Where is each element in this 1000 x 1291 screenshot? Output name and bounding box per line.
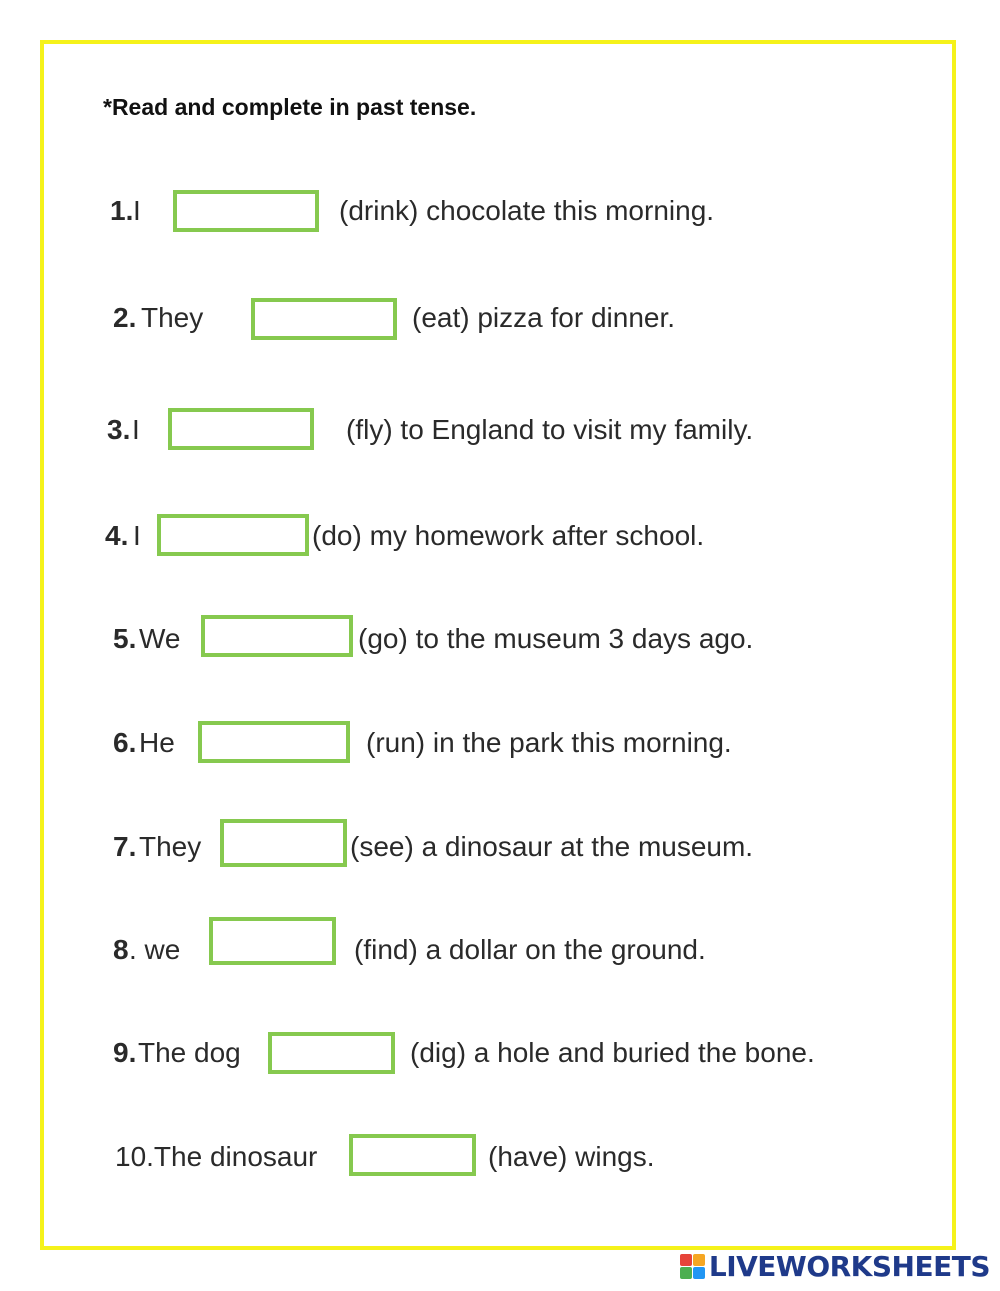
item-number: 7. xyxy=(113,831,137,862)
answer-box-7[interactable] xyxy=(220,819,347,867)
answer-box-8[interactable] xyxy=(209,917,336,965)
instructions: *Read and complete in past tense. xyxy=(103,94,477,120)
answer-box-4[interactable] xyxy=(157,514,309,556)
item-verb-and-rest: (run) in the park this morning. xyxy=(366,727,732,758)
item-subject: I xyxy=(133,195,141,226)
exercise-item-10 xyxy=(115,1133,815,1181)
exercise-item-1 xyxy=(110,187,810,235)
item-verb-and-rest: (dig) a hole and buried the bone. xyxy=(410,1037,815,1068)
item-verb-and-rest: (do) my homework after school. xyxy=(312,520,705,551)
exercise-item-4 xyxy=(105,512,805,560)
exercise-item-5 xyxy=(113,615,833,663)
item-number: 5. xyxy=(113,623,137,654)
exercise-item-7 xyxy=(113,823,833,871)
logo-mark-tile xyxy=(693,1254,705,1266)
item-number: 4. xyxy=(105,520,129,551)
logo-text: LIVEWORKSHEETS xyxy=(708,1250,990,1283)
liveworksheets-mark-icon xyxy=(680,1254,705,1279)
exercise-item-8 xyxy=(113,926,813,974)
answer-box-6[interactable] xyxy=(198,721,350,763)
item-subject: 10.The dinosaur xyxy=(115,1141,318,1172)
liveworksheets-logo xyxy=(680,1250,990,1283)
logo-mark-tile xyxy=(693,1267,705,1279)
item-verb-and-rest: (drink) chocolate this morning. xyxy=(339,195,715,226)
item-verb-and-rest: (find) a dollar on the ground. xyxy=(354,934,706,965)
item-subject: I xyxy=(133,520,141,551)
exercise-item-2 xyxy=(113,294,813,342)
item-number: 9. xyxy=(113,1037,137,1068)
item-subject: We xyxy=(139,623,181,654)
item-subject: The dog xyxy=(138,1037,241,1068)
item-verb-and-rest: (go) to the museum 3 days ago. xyxy=(358,623,754,654)
item-verb-and-rest: (eat) pizza for dinner. xyxy=(412,302,676,333)
logo-mark-tile xyxy=(680,1267,692,1279)
answer-box-5[interactable] xyxy=(201,615,353,657)
item-number: 6. xyxy=(113,727,137,758)
item-verb-and-rest: (fly) to England to visit my family. xyxy=(346,414,754,445)
logo-mark-tile xyxy=(680,1254,692,1266)
item-verb-and-rest: (have) wings. xyxy=(488,1141,655,1172)
item-subject: He xyxy=(139,727,175,758)
item-verb-and-rest: (see) a dinosaur at the museum. xyxy=(350,831,754,862)
answer-box-3[interactable] xyxy=(168,408,314,450)
answer-box-1[interactable] xyxy=(173,190,319,232)
item-number: 3. xyxy=(107,414,131,445)
item-number: 1. xyxy=(110,195,134,226)
exercise-item-3 xyxy=(107,406,827,454)
answer-box-9[interactable] xyxy=(268,1032,395,1074)
exercise-item-9 xyxy=(113,1029,903,1077)
item-subject: I xyxy=(132,414,140,445)
item-subject: They xyxy=(139,831,202,862)
item-number: 2. xyxy=(113,302,137,333)
answer-box-10[interactable] xyxy=(349,1134,476,1176)
answer-box-2[interactable] xyxy=(251,298,397,340)
exercise-item-6 xyxy=(113,719,813,767)
item-subject: They xyxy=(141,302,204,333)
item-subject: . we xyxy=(129,934,181,965)
item-number: 8 xyxy=(113,934,129,965)
